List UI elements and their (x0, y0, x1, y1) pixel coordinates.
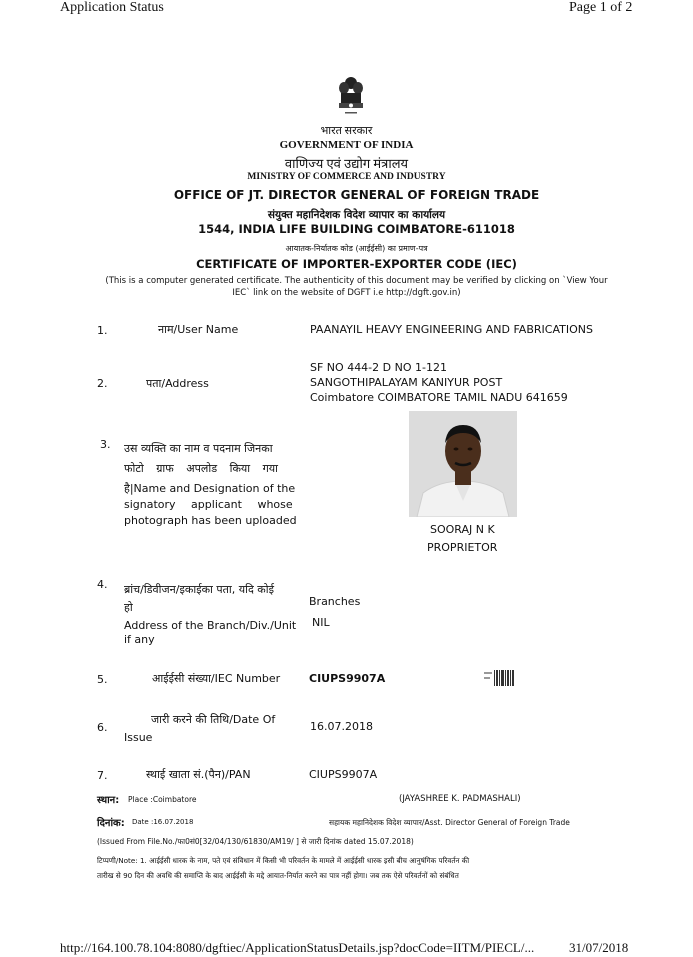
value-iec-number: CIUPS9907A (309, 672, 386, 685)
label-signatory-line3: है|Name and Designation of the (124, 482, 296, 495)
signatory-designation: PROPRIETOR (427, 541, 498, 554)
label-signatory-line2: फोटो ग्राफ अपलोड किया गया (124, 462, 279, 475)
officer-designation: सहायक महानिदेशक विदेश व्यापार/Asst. Director General of Foreign Trade (329, 818, 570, 827)
value-branch-nil: NIL (312, 616, 330, 629)
ministry-hindi: वाणिज्य एवं उद्योग मंत्रालय (284, 156, 409, 171)
value-pan: CIUPS9907A (309, 768, 378, 781)
ministry-title: MINISTRY OF COMMERCE AND INDUSTRY (247, 172, 446, 182)
issued-file-note: (Issued From File.No./फा0सं0[32/04/130/61830/AM19/ ] से जारी दिनांक dated 15.07.2018) (97, 837, 414, 846)
label-branch-line2: हो (124, 601, 133, 614)
place-label-hindi: स्थान: (97, 795, 120, 806)
place-value: Place :Coimbatore (128, 795, 197, 804)
row-number: 3. (100, 438, 111, 451)
row-number: 7. (97, 769, 108, 782)
signatory-name: SOORAJ N K (430, 523, 495, 536)
row-number: 5. (97, 673, 108, 686)
row-number: 1. (97, 324, 108, 337)
label-user-name: नाम/User Name (158, 323, 239, 336)
page-url: http://164.100.78.104:8080/dgftiec/ApplicationStatusDetails.jsp?docCode=IITM/PIECL/... (60, 940, 535, 955)
cert-note-line1: (This is a computer generated certificate. The authenticity of this document may be verified by clicking on `View Your (105, 276, 608, 286)
value-address-line3: Coimbatore COIMBATORE TAMIL NADU 641659 (310, 391, 568, 404)
office-hindi: संयुक्त महानिदेशक विदेश व्यापार का कार्यालय (267, 209, 446, 221)
office-title: OFFICE OF JT. DIRECTOR GENERAL OF FOREIGN TRADE (173, 188, 540, 202)
gov-title: GOVERNMENT OF INDIA (279, 139, 414, 151)
print-date: 31/07/2018 (569, 940, 629, 955)
value-address-line2: SANGOTHIPALAYAM KANIYUR POST (310, 376, 503, 389)
label-address: पता/Address (146, 377, 209, 390)
date-value: Date :16.07.2018 (132, 818, 194, 826)
note-line2: तारीख से 90 दिन की अवधि की समाप्ति के बाद आईईसी के मद्दे आयात-निर्यात करने का पात्र नहीं होगा। जब तक ऐसे परिवर्तनों को संबंधित (97, 871, 459, 880)
value-branches: Branches (309, 595, 361, 608)
cert-hindi: आयातक-निर्यातक कोड (आईईसी) का प्रमाण-पत्र (285, 244, 428, 253)
row-number: 6. (97, 721, 108, 734)
label-branch-line1: ब्रांच/डिवीजन/इकाईका पता, यदि कोई (124, 583, 275, 596)
signatory-officer: (JAYASHREE K. PADMASHALI) (399, 794, 521, 804)
cert-note-line2: IEC` link on the website of DGFT i.e http://dgft.gov.in) (232, 288, 461, 298)
label-branch-line4: if any (124, 633, 155, 646)
gov-hindi: भारत सरकार (320, 125, 373, 137)
label-signatory-line1: उस व्यक्ति का नाम व पदनाम जिनका (124, 442, 273, 455)
barcode-icon (484, 669, 514, 687)
value-address-line1: SF NO 444-2 D NO 1-121 (310, 361, 447, 374)
label-signatory-line4: signatory applicant whose (124, 498, 293, 511)
label-date-of-issue-line2: Issue (124, 731, 153, 744)
value-date-of-issue: 16.07.2018 (310, 720, 373, 733)
row-number: 4. (97, 578, 108, 591)
label-date-of-issue-line1: जारी करने की तिथि/Date Of (151, 713, 276, 726)
office-address: 1544, INDIA LIFE BUILDING COIMBATORE-611018 (198, 222, 515, 236)
note-line1: टिप्पणी/Note: 1. आईईसी धारक के नाम, पते एवं संविधान में किसी भी परिवर्तन के मामले में आईईसी धारक इसी बीच आनुषंगिक परिवर्तन की (97, 856, 470, 865)
label-branch-line3: Address of the Branch/Div./Unit (124, 619, 297, 632)
value-user-name: PAANAYIL HEAVY ENGINEERING AND FABRICATIONS (310, 323, 593, 336)
date-label-hindi: दिनांक: (97, 818, 125, 829)
print-title: Application Status (60, 0, 164, 15)
applicant-photo (409, 411, 517, 517)
national-emblem-icon (335, 75, 367, 119)
label-pan: स्थाई खाता सं.(पैन)/PAN (146, 768, 251, 781)
label-iec-number: आईईसी संख्या/IEC Number (152, 672, 281, 685)
page-number: Page 1 of 2 (569, 0, 633, 15)
cert-title: CERTIFICATE OF IMPORTER-EXPORTER CODE (IEC) (196, 257, 517, 271)
row-number: 2. (97, 377, 108, 390)
label-signatory-line5: photograph has been uploaded (124, 514, 297, 527)
